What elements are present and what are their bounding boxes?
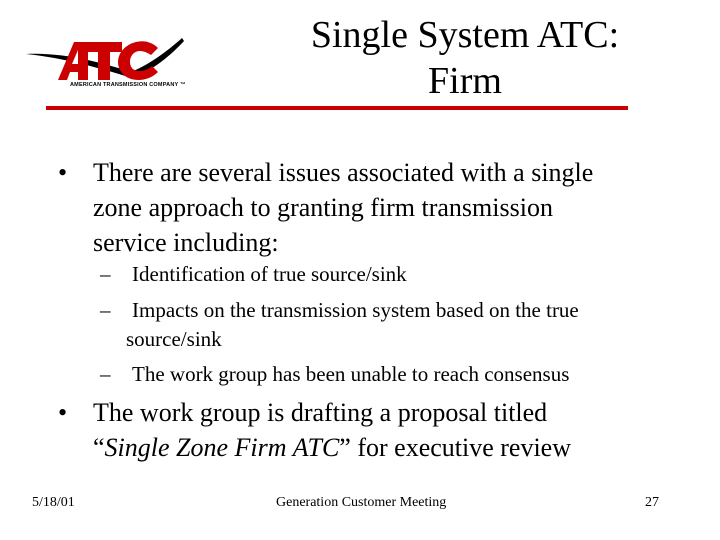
- subitem-line: source/sink: [126, 327, 222, 351]
- subitem-text: [126, 360, 666, 389]
- slide-title-line1: Single System ATC:: [310, 14, 620, 56]
- footer-page-number: 27: [645, 495, 659, 510]
- footer-center: Generation Customer Meeting: [276, 495, 447, 510]
- subitem-text: [126, 296, 666, 354]
- bullet-line: [93, 430, 673, 465]
- bullet-line: service including:: [93, 228, 279, 257]
- logo-caption: AMERICAN TRANSMISSION COMPANY ™: [70, 82, 186, 88]
- bullet-line: zone approach to granting firm transmission: [93, 193, 553, 222]
- subitem-line: The work group has been unable to reach consensus: [132, 362, 570, 386]
- open-quote: “: [93, 433, 105, 462]
- bullet-marker: •: [58, 158, 68, 187]
- subitem-text: [126, 260, 666, 289]
- proposal-title: Single Zone Firm ATC: [104, 433, 340, 462]
- subitem-line: Identification of true source/sink: [132, 262, 407, 286]
- subitem-marker: –: [100, 298, 111, 322]
- bullet-line-end: ” for executive review: [339, 433, 571, 462]
- footer-date: 5/18/01: [32, 495, 75, 510]
- subitem-marker: –: [100, 262, 111, 286]
- bullet-line: The work group is drafting a proposal titled: [93, 398, 548, 427]
- subitem-marker: –: [100, 362, 111, 386]
- bullet-line: There are several issues associated with a single: [93, 158, 594, 187]
- bullet-text: [93, 155, 673, 260]
- slide-title-line2: Firm: [428, 60, 502, 102]
- bullet-text: [93, 395, 673, 465]
- subitem-line: Impacts on the transmission system based on the true: [132, 298, 579, 322]
- bullet-marker: •: [58, 398, 68, 427]
